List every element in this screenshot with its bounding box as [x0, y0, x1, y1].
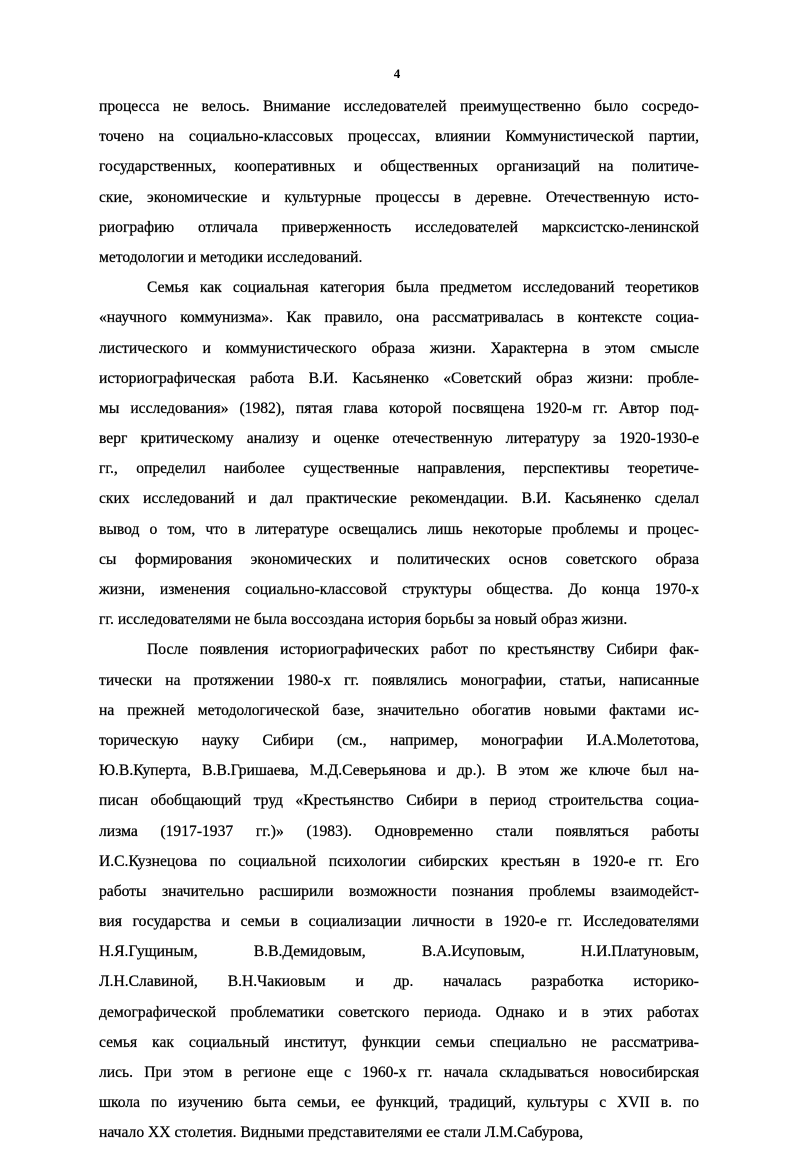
text-line: семья как социальный институт, функции семьи специально не рассматрива-: [99, 1033, 699, 1051]
text-line: Л.Н.Славиной, В.Н.Чакиовым и др. началась разработка историко-: [99, 973, 699, 991]
text-line: точено на социально-классовых процессах, влиянии Коммунистической партии,: [99, 128, 699, 146]
text-line: мы исследования» (1982), пятая глава которой посвящена 1920-м гг. Автор под-: [99, 399, 699, 417]
text-line: «научного коммунизма». Как правило, она рассматривалась в контексте социа-: [99, 309, 699, 327]
text-line: После появления историографических работ по крестьянству Сибири фак-: [147, 641, 699, 659]
text-line: демографической проблематики советского периода. Однако и в этих работах: [99, 1003, 699, 1021]
text-line: писан обобщающий труд «Крестьянство Сибири в период строительства социа-: [99, 792, 699, 810]
text-line: школа по изучению быта семьи, ее функций, традиций, культуры с XVII в. по: [99, 1094, 699, 1112]
page-number: 4: [393, 66, 401, 81]
text-line: торическую науку Сибири (см., например, монографии И.А.Молетотова,: [99, 731, 699, 749]
text-line: сы формирования экономических и политических основ советского образа: [99, 550, 699, 568]
body-text: [99, 92, 699, 1149]
text-line: работы значительно расширили возможности познания проблемы взаимодейст-: [99, 882, 699, 900]
text-line: на прежней методологической базе, значительно обогатив новыми фактами ис-: [99, 701, 699, 719]
text-line: ских исследований и дал практические рекомендации. В.И. Касьяненко сделал: [99, 490, 699, 508]
text-line: Семья как социальная категория была предметом исследований теоретиков: [147, 279, 699, 297]
text-line: лись. При этом в регионе еще с 1960-х гг. начала складываться новосибирская: [99, 1064, 699, 1081]
text-line: Ю.В.Куперта, В.В.Гришаева, М.Д.Северьянова и др.). В этом же ключе был на-: [99, 762, 699, 780]
text-line: историографическая работа В.И. Касьяненко «Советский образ жизни: пробле-: [99, 369, 699, 387]
text-line: вия государства и семьи в социализации личности в 1920-е гг. Исследователями: [99, 913, 699, 931]
text-line: жизни, изменения социально-классовой структуры общества. До конца 1970-х: [99, 581, 699, 598]
text-line: процесса не велось. Внимание исследователей преимущественно было сосредо-: [99, 98, 699, 115]
text-line: И.С.Кузнецова по социальной психологии сибирских крестьян в 1920-е гг. Его: [99, 852, 699, 870]
text-line: верг критическому анализу и оценке отечественную литературу за 1920-1930-е: [99, 430, 699, 448]
text-line: вывод о том, что в литературе освещались лишь некоторые проблемы и процес-: [99, 520, 699, 538]
text-line: государственных, кооперативных и общественных организаций на политиче-: [99, 158, 699, 176]
text-line: тически на протяжении 1980-х гг. появлялись монографии, статьи, написанные: [99, 671, 699, 689]
text-line: ские, экономические и культурные процессы в деревне. Отечественную исто-: [99, 188, 699, 206]
text-line: начало XX столетия. Видными представителями ее стали Л.М.Сабурова,: [99, 1124, 584, 1142]
text-line: листического и коммунистического образа жизни. Характерна в этом смысле: [99, 339, 699, 357]
text-line: гг., определил наиболее существенные направления, перспективы теоретиче-: [99, 460, 699, 478]
text-line: гг. исследователями не была воссоздана история борьбы за новый образ жизни.: [99, 611, 628, 629]
text-line: риографию отличала приверженность исследователей марксистско-ленинской: [99, 218, 699, 236]
text-line: Н.Я.Гущиным, В.В.Демидовым, В.А.Исуповым, Н.И.Платуновым,: [99, 943, 699, 961]
text-line: методологии и методики исследований.: [99, 248, 363, 266]
text-line: лизма (1917-1937 гг.)» (1983). Одновременно стали появляться работы: [99, 822, 699, 840]
